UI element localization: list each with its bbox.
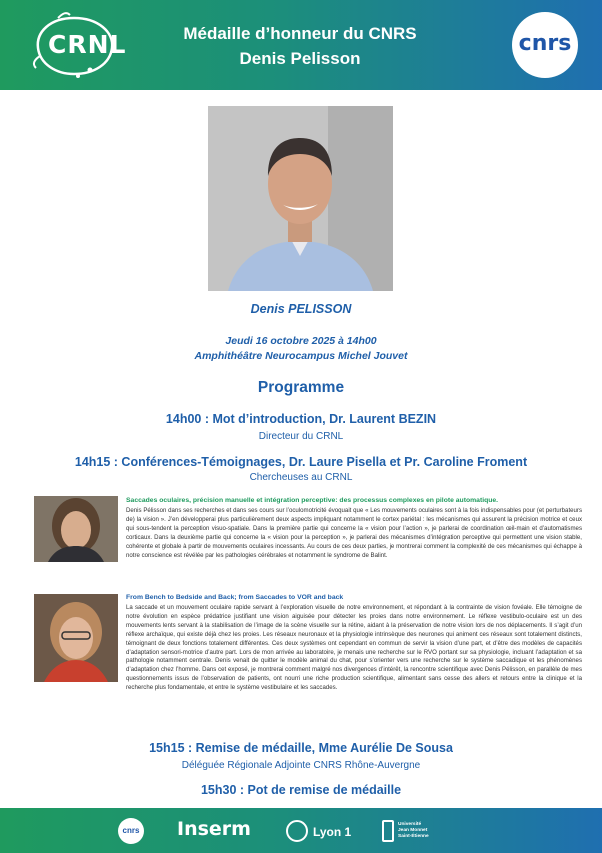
- page-subtitle: Denis Pelisson: [239, 49, 361, 68]
- jean-monnet-line: Université: [398, 822, 422, 827]
- programme-item-subtitle: Chercheuses au CRNL: [249, 472, 353, 483]
- talk-title: From Bench to Bedside and Back; from Saccades to VOR and back: [126, 594, 344, 601]
- lyon1-ring-icon: [286, 820, 308, 842]
- event-venue: Amphithéâtre Neurocampus Michel Jouvet: [194, 350, 408, 362]
- jean-monnet-line: Jean Monnet: [398, 828, 428, 833]
- programme-item-subtitle: Directeur du CRNL: [258, 431, 344, 442]
- cnrs-logo: [512, 12, 578, 78]
- talk-title: Saccades oculaires, précision manuelle et intégration perceptive: des processus complexes en pilote automatique.: [126, 497, 499, 504]
- talk-abstract: La saccade et un mouvement oculaire rapide servant à l’exploration visuelle de notre environnement, et répondant à la contrainte de vision fovéale. Elle témoigne de notre évolution en espèce prédatrice justifiant une vision aiguisée pour détecter les proies dans notre environnement. Le réflexe vestibulo-oculaire est un des mouvements lents servant à la stabilisation de l’image de la scène visuelle sur la rétine, aidant à la préservation de notre vision lors de nos déplacements. Il s’agit d’un réflexe archaïque, qui existe déjà chez les proies. Les réseaux neuronaux et la physiologie intrinsèque des neurones qui animent ces réseaux sont totalement distincts, témoignant de deux fonctions totalement différentes. Ces deux systèmes ont cependant en commun de servir la vision d’une part, et d’être des modèles de capacités d’adaptation sensori-motrice d’autre part. Lors de mon arrivée au laboratoire, je menais une recherche sur le RVO portant sur sa physiologie, incluant l’adaptation et sa pathologie notamment centrale. Denis venait de quitter le modèle animal du chat, pour s’orienter vers une recherche sur le système saccadique et les phénomènes d’adaptation chez l’homme. Dans cet exposé, je montrerai comment malgré nos divergences d’intérêt, la rencontre scientifique avec Denis Pélisson, en parallèle de mes questionnements issus de l’observation de patients, ont nourri une riche production scientifique, alimentant sans cesse des allers et retours entre la clinique et la recherche plus fondamentale, et entre le système vestibulaire et les saccades.: [126, 604, 582, 692]
- lyon1-logo: [286, 820, 358, 844]
- programme-item-subtitle: Déléguée Régionale Adjointe CNRS Rhône-Auvergne: [181, 760, 421, 771]
- footer-banner: [0, 808, 602, 853]
- programme-item-title: 14h00 : Mot d’introduction, Dr. Laurent BEZIN: [165, 412, 437, 426]
- talk-abstract: Denis Pélisson dans ses recherches et dans ses cours sur l’oculomotricité évoquait que « Les mouvements oculaires sont à la fois indispensables pour (et perturbateurs de) la vision ». J’en développerai plus particulièrement deux aspects impliquant notamment le cortex pariétal : les mécanismes qui assurent la précision motrice et ceux qui sous-tendent la perception visuo-spatiale. Dans la première partie qui concerne la « vision pour l’action », je parlerai de coordination œil-main et d’automatismes corticaux. Dans la deuxième partie qui concerne la « vision pour la perception », je parlerai des mécanismes d’intégration perceptive qui permettent une vision stable, cohérente et globale à partir de mouvements oculaires incessants. Au cours de ces deux parties, je montrerai comment la complexité de ces mécanismes qui échappe à notre conscience est révélée par les pathologies cérébrales et notamment le syndrome de Balint.: [126, 507, 582, 559]
- programme-item-title: 15h15 : Remise de médaille, Mme Aurélie De Sousa: [149, 741, 453, 755]
- inserm-logo: Inserm: [177, 818, 251, 840]
- programme-heading: Programme: [257, 379, 345, 396]
- cnrs-footer-text: cnrs: [122, 826, 140, 835]
- cnrs-logo-text: cnrs: [518, 31, 572, 56]
- jean-monnet-logo: [382, 820, 452, 846]
- jean-monnet-mark-icon: [382, 820, 394, 842]
- programme-item-title: 14h15 : Conférences-Témoignages, Dr. Laure Pisella et Pr. Caroline Froment: [74, 455, 528, 469]
- header-banner: [0, 0, 602, 90]
- cnrs-footer-logo: [118, 818, 144, 844]
- event-date: Jeudi 16 octobre 2025 à 14h00: [225, 335, 377, 347]
- honoree-name: Denis PELISSON: [250, 302, 352, 316]
- programme-item-title: 15h30 : Pot de remise de médaille: [200, 783, 402, 797]
- page-title: Médaille d’honneur du CNRS: [183, 24, 417, 43]
- jean-monnet-line: Saint-Étienne: [398, 834, 429, 839]
- crnl-logo-text: CRNL: [48, 30, 127, 59]
- speaker-photo-pisella: [34, 496, 118, 562]
- lyon1-text: Lyon 1: [313, 825, 352, 839]
- speaker-photo-froment: [34, 594, 118, 682]
- honoree-photo: [208, 106, 393, 291]
